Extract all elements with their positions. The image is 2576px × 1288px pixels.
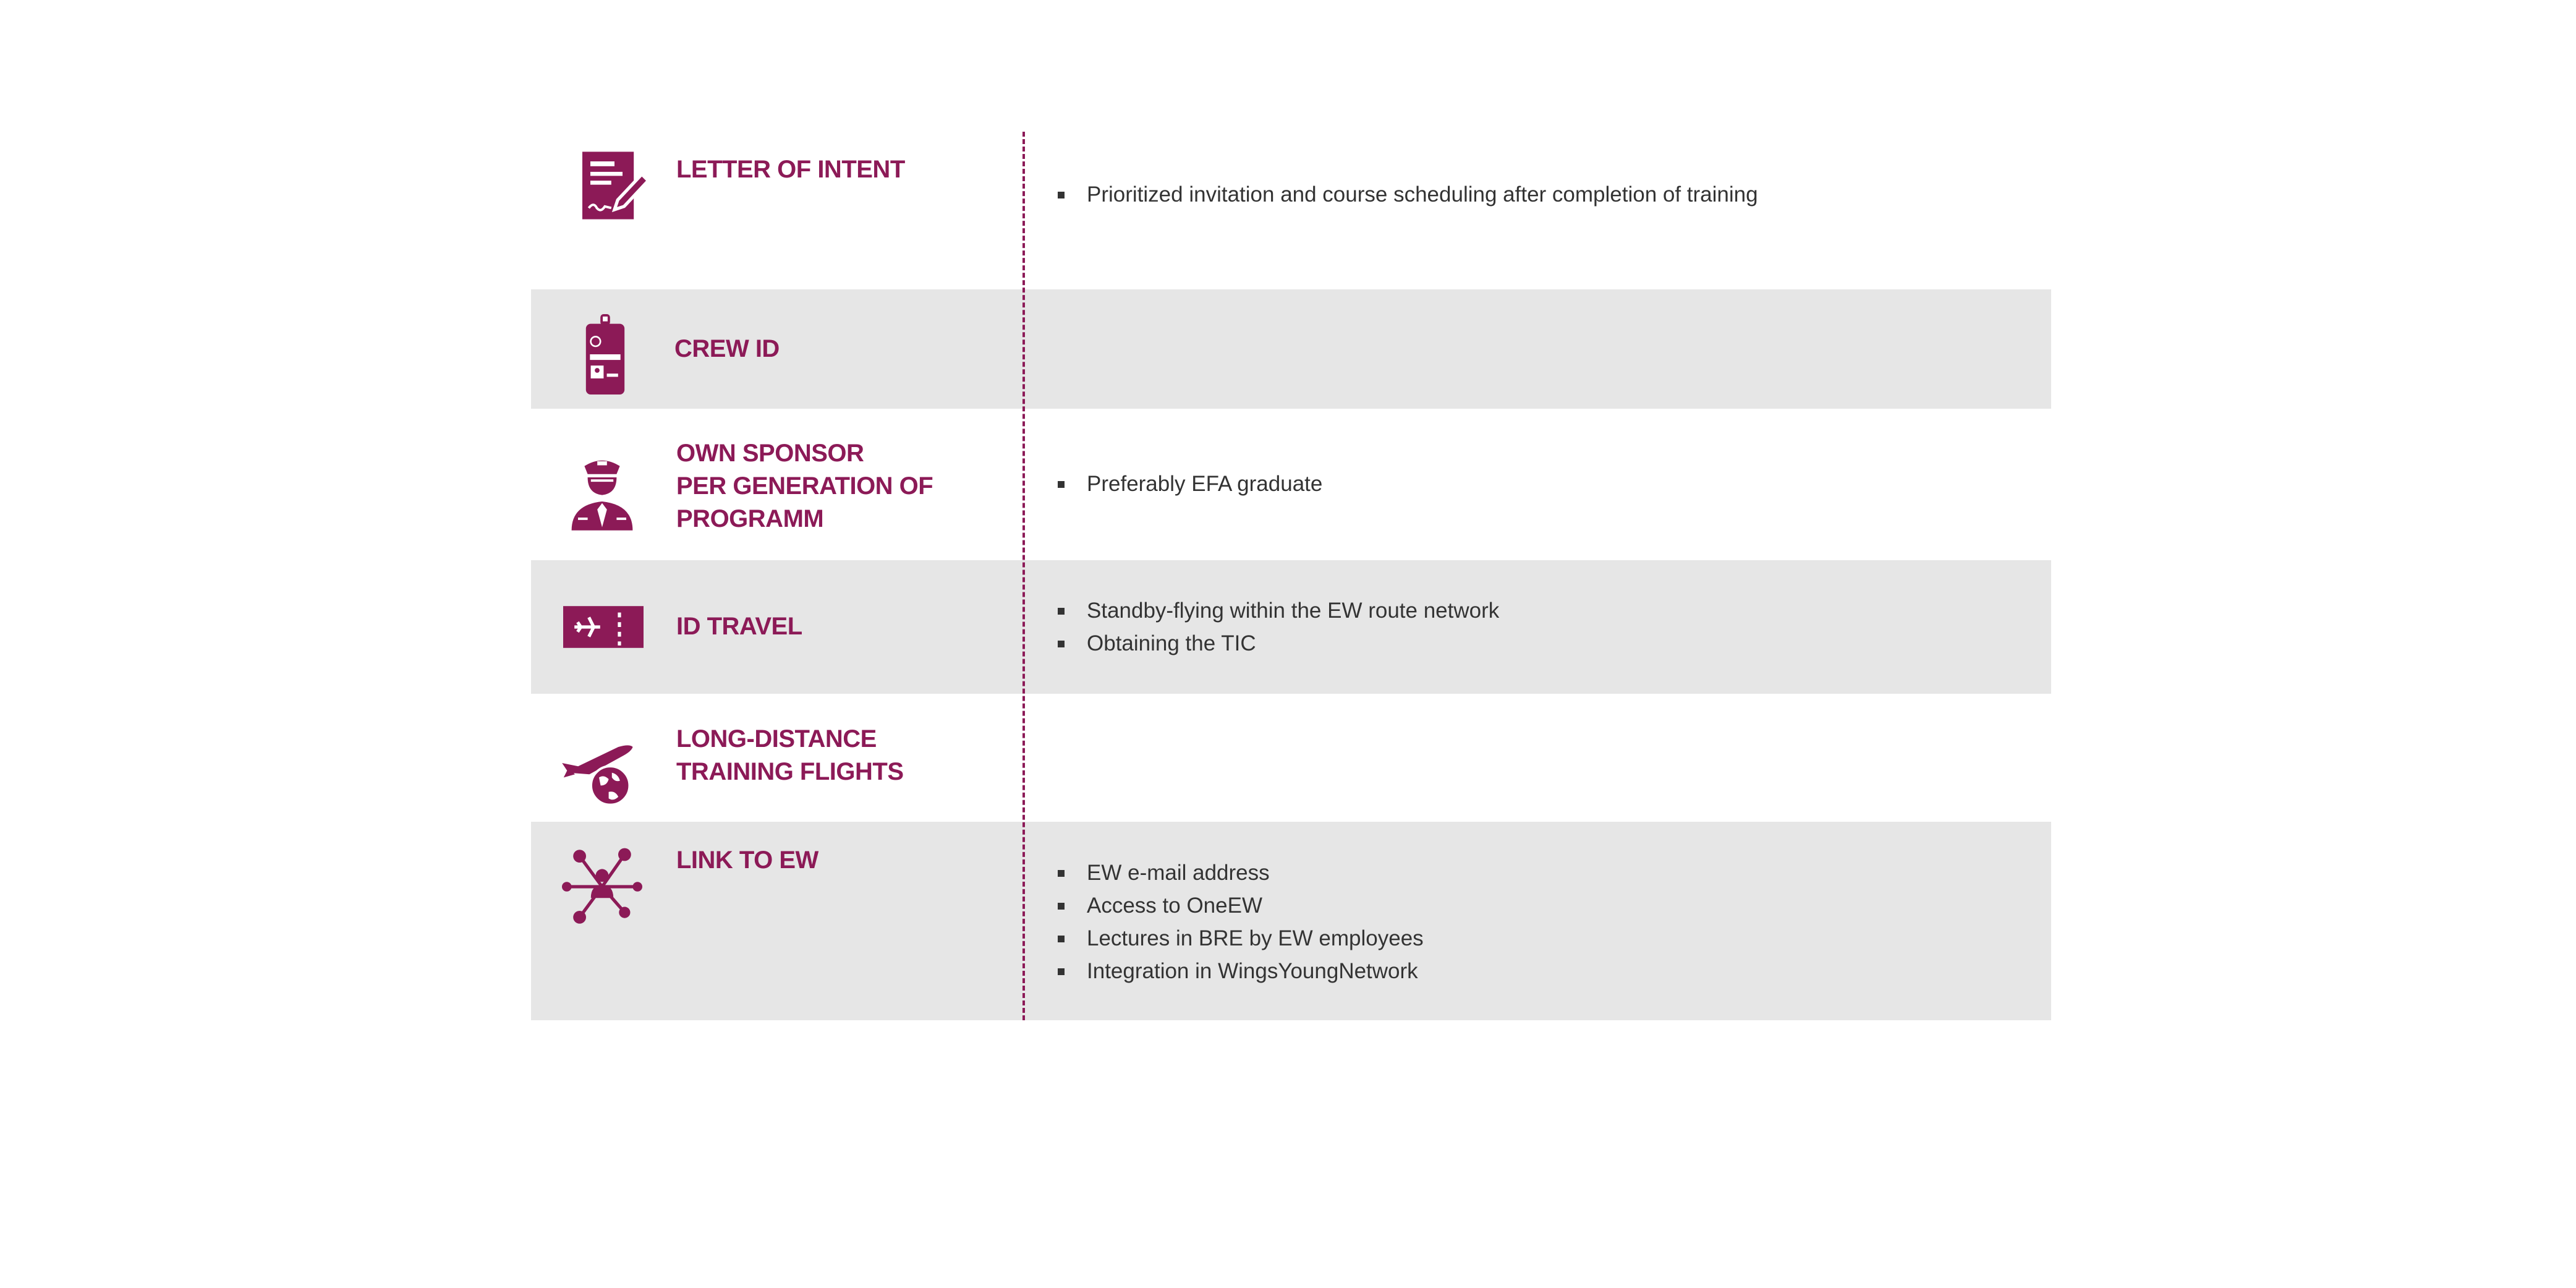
plane-globe-icon [559, 731, 639, 811]
row-title: OWN SPONSOR PER GENERATION OF PROGRAMM [676, 440, 933, 532]
signed-document-icon [574, 145, 655, 226]
column-divider [1022, 132, 1025, 1020]
flight-ticket-icon [563, 587, 644, 667]
row-own-sponsor [531, 409, 2051, 560]
list-item: Obtaining the TIC [1058, 627, 1499, 660]
list-item: EW e-mail address [1058, 856, 1424, 889]
list-item: Preferably EFA graduate [1058, 467, 1322, 500]
list-item: Lectures in BRE by EW employees [1058, 922, 1424, 955]
row-title: LETTER OF INTENT [676, 156, 905, 183]
id-badge-icon [565, 314, 645, 395]
row-title: LONG-DISTANCE TRAINING FLIGHTS [676, 725, 904, 785]
list-item: Prioritized invitation and course scheduling after completion of training [1058, 178, 1758, 211]
list-item: Access to OneEW [1058, 889, 1424, 922]
row-link-to-ew [531, 822, 2051, 1020]
list-item: Standby-flying within the EW route network [1058, 594, 1499, 627]
row-id-travel [531, 560, 2051, 694]
bullet-list [1058, 856, 1424, 987]
row-letter-of-intent [531, 132, 2051, 289]
row-title: CREW ID [674, 335, 780, 362]
row-title: ID TRAVEL [676, 613, 802, 640]
list-item: Integration in WingsYoungNetwork [1058, 955, 1424, 987]
row-crew-id [531, 289, 2051, 409]
bullet-list [1058, 178, 1758, 211]
row-title: LINK TO EW [676, 847, 818, 874]
bullet-list [1058, 594, 1499, 660]
bullet-list [1058, 467, 1322, 500]
row-long-distance [531, 694, 2051, 822]
pilot-icon [562, 453, 642, 534]
network-icon [562, 847, 642, 927]
